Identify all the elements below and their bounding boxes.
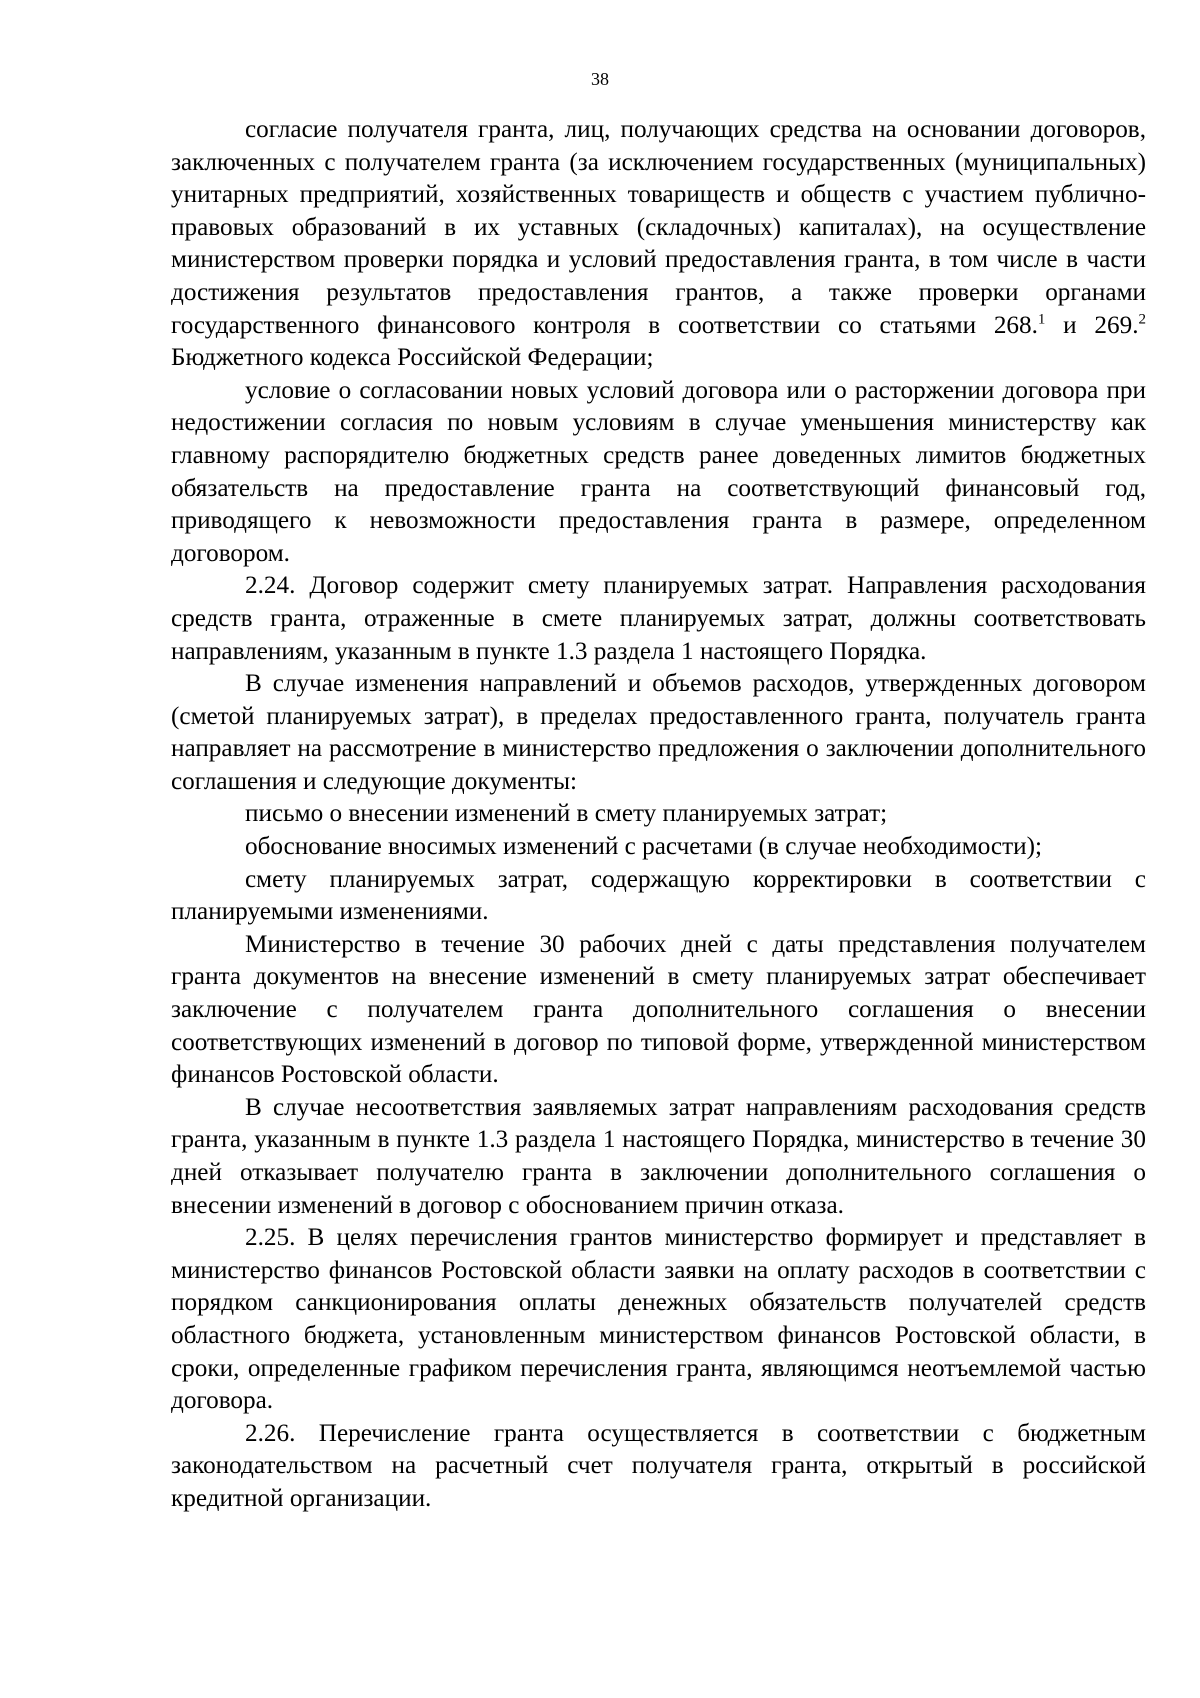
paragraph bbox=[171, 1222, 1146, 1418]
paragraph bbox=[171, 798, 1146, 831]
paragraph bbox=[171, 929, 1146, 1092]
paragraph-text: согласие получателя гранта, лиц, получающих средства на основании договоров, заключенных с получателем гранта (за исключением государственных (муниципальных) унитарных предприятий, хозяйственных товариществ и обществ с участием публично-правовых образований в их уставных (складочных) капиталах), на осуществление министерством проверки порядка и условий предоставления гранта, в том числе в части достижения результатов предоставления грантов, а также проверки органами государственного финансового контроля в соответствии со статьями 268. bbox=[171, 116, 1146, 339]
paragraph-text: условие о согласовании новых условий договора или о расторжении договора при недостижении согласия по новым условиям в случае уменьшения министерству как главному распорядителю бюджетных средств ранее доведенных лимитов бюджетных обязательств на предоставление гранта на соответствующий финансовый год, приводящего к невозможности предоставления гранта в размере, определенном договором. bbox=[171, 376, 1146, 567]
paragraph-text: В случае несоответствия заявляемых затрат направлениям расходования средств гранта, указанным в пункте 1.3 раздела 1 настоящего Порядка, министерство в течение 30 дней отказывает получателю гранта в заключении дополнительного соглашения о внесении изменений в договор с обоснованием причин отказа. bbox=[171, 1093, 1146, 1219]
footnote-superscript: 1 bbox=[1037, 311, 1046, 328]
paragraph-text: 2.26. Перечисление гранта осуществляется в соответствии с бюджетным законодательством на расчетный счет получателя гранта, открытый в российской кредитной организации. bbox=[171, 1419, 1146, 1512]
paragraph bbox=[171, 1092, 1146, 1222]
paragraph-text: письмо о внесении изменений в смету планируемых затрат; bbox=[245, 800, 888, 828]
paragraph-text: В случае изменения направлений и объемов расходов, утвержденных договором (сметой планируемых затрат), в пределах предоставленного гранта, получатель гранта направляет на рассмотрение в министерство предложения о заключении дополнительного соглашения и следующие документы: bbox=[171, 670, 1146, 795]
paragraph-text: 2.25. В целях перечисления грантов министерство формирует и представляет в министерство финансов Ростовской области заявки на оплату расходов в соответствии с порядком санкционирования оплаты денежных обязательств получателей средств областного бюджета, установленным министерством финансов Ростовской области, в сроки, определенные графиком перечисления гранта, являющимся неотъемлемой частью договора. bbox=[171, 1224, 1146, 1415]
footnote-superscript: 2 bbox=[1138, 311, 1147, 328]
document-body bbox=[171, 114, 1146, 1516]
paragraph bbox=[171, 668, 1146, 798]
paragraph bbox=[171, 1418, 1146, 1516]
paragraph-text: Министерство в течение 30 рабочих дней с даты представления получателем гранта документов на внесение изменений в смету планируемых затрат обеспечивает заключение с получателем гранта дополнительного соглашения о внесении соответствующих изменений в договор по типовой форме, утвержденной министерством финансов Ростовской области. bbox=[171, 930, 1146, 1089]
paragraph-text: Бюджетного кодекса Российской Федерации; bbox=[171, 344, 654, 372]
page-number: 38 bbox=[591, 69, 609, 89]
paragraph-text: 2.24. Договор содержит смету планируемых затрат. Направления расходования средств гранта, отраженные в смете планируемых затрат, должны соответствовать направлениям, указанным в пункте 1.3 раздела 1 настоящего Порядка. bbox=[171, 572, 1146, 665]
paragraph bbox=[171, 375, 1146, 571]
paragraph bbox=[171, 864, 1146, 929]
paragraph bbox=[171, 570, 1146, 668]
paragraph-text: обоснование вносимых изменений с расчетами (в случае необходимости); bbox=[245, 833, 1042, 861]
paragraph-text: смету планируемых затрат, содержащую корректировки в соответствии с планируемыми изменениями. bbox=[171, 865, 1146, 926]
paragraph-text: и 269. bbox=[1045, 311, 1139, 339]
paragraph bbox=[171, 831, 1146, 864]
paragraph bbox=[171, 114, 1146, 375]
